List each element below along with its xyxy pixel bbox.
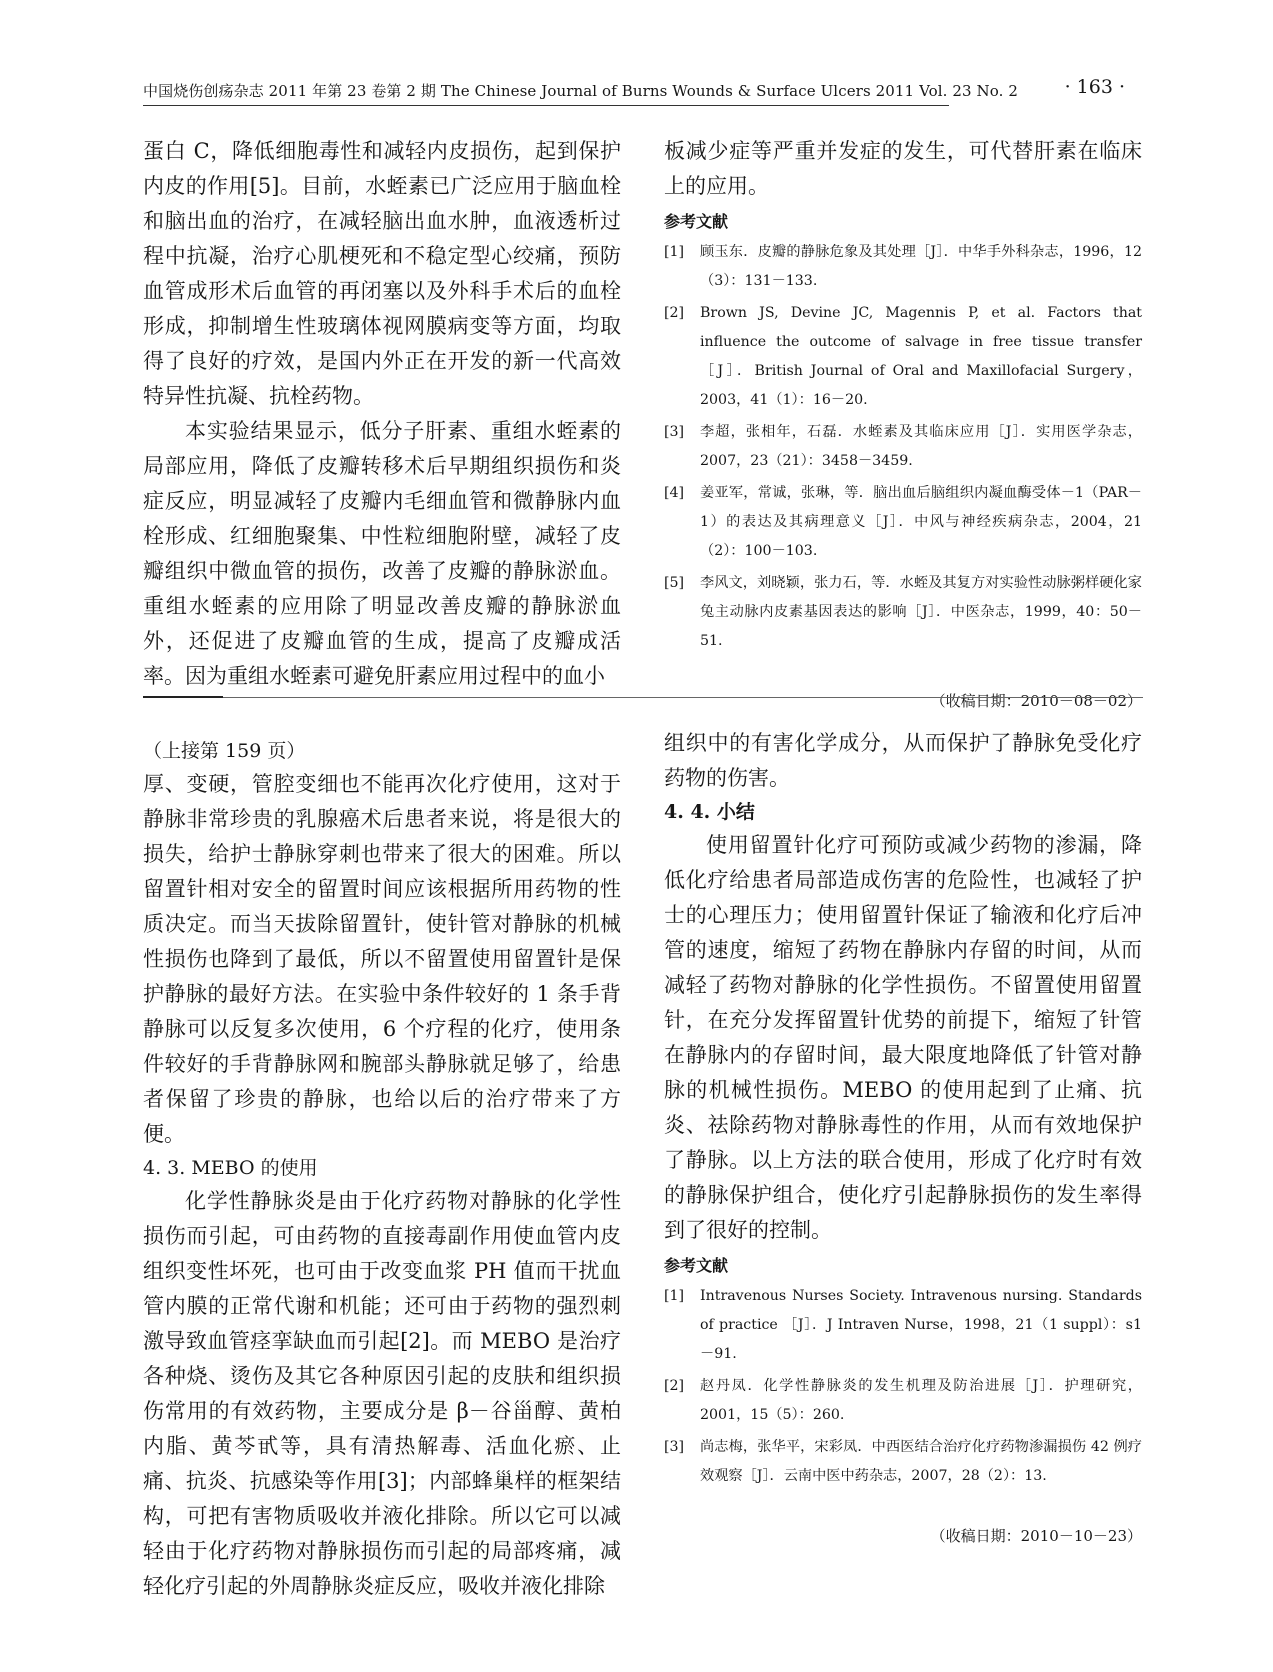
reference-text: 顾玉东．皮瓣的静脉危象及其处理［J］．中华手外科杂志，1996，12（3）：131－133. xyxy=(700,244,1142,289)
reference-item xyxy=(664,1372,1142,1430)
continued-note: （上接第 159 页） xyxy=(143,740,306,762)
divider-accent xyxy=(143,696,223,698)
reference-number: [1] xyxy=(664,1288,685,1304)
reference-number: [4] xyxy=(664,485,685,501)
reference-text: Intravenous Nurses Society. Intravenous nursing. Standards of practice ［J］．J Intraven Nurse，1998，21（1 suppl）：s1－91. xyxy=(700,1288,1142,1362)
section-heading: 4. 3. MEBO 的使用 xyxy=(143,1157,318,1179)
reference-text: 赵丹凤．化学性静脉炎的发生机理及防治进展［J］．护理研究，2001，15（5）：260. xyxy=(700,1378,1142,1423)
header-rule xyxy=(143,105,949,106)
reference-number: [1] xyxy=(664,244,685,260)
reference-item xyxy=(664,479,1142,566)
bottom-left-column xyxy=(143,735,621,1604)
reference-item xyxy=(664,238,1142,296)
received-date: （收稿日期：2010－08－02） xyxy=(930,692,1142,710)
reference-number: [3] xyxy=(664,424,685,440)
reference-item xyxy=(664,1282,1142,1369)
bottom-right-column xyxy=(664,726,1142,1546)
body-paragraph: 组织中的有害化学成分，从而保护了静脉免受化疗药物的伤害。 xyxy=(664,731,1142,790)
reference-number: [2] xyxy=(664,305,685,321)
reference-item xyxy=(664,1433,1142,1491)
references-heading: 参考文献 xyxy=(664,1256,729,1275)
reference-item xyxy=(664,418,1142,476)
body-paragraph: 使用留置针化疗可预防或减少药物的渗漏，降低化疗给患者局部造成伤害的危险性，也减轻了护士的心理压力；使用留置针保证了输液和化疗后冲管的速度，缩短了药物在静脉内存留的时间，从而减轻了药物对静脉的化学性损伤。不留置使用留置针，在充分发挥留置针优势的前提下，缩短了针管在静脉内的存留时间，最大限度地降低了针管对静脉的机械性损伤。MEBO 的使用起到了止痛、抗炎、祛除药物对静脉毒性的作用，从而有效地保护了静脉。以上方法的联合使用，形成了化疗时有效的静脉保护组合，使化疗引起静脉损伤的发生率得到了很好的控制。 xyxy=(664,833,1142,1242)
reference-text: 尚志梅，张华平，宋彩凤．中西医结合治疗化疗药物渗漏损伤 42 例疗效观察［J］．云南中医中药杂志，2007，28（2）：13. xyxy=(700,1439,1142,1484)
body-paragraph: 化学性静脉炎是由于化疗药物对静脉的化学性损伤而引起，可由药物的直接毒副作用使血管内皮组织变性坏死，也可由于改变血浆 PH 值而干扰血管内膜的正常代谢和机能；还可由于药物的强烈刺激导致血管痉挛缺血而引起[2]。而 MEBO 是治疗各种烧、烫伤及其它各种原因引起的皮肤和组织损伤常用的有效药物，主要成分是 β－谷甾醇、黄柏内脂、黄芩甙等，具有清热解毒、活血化瘀、止痛、抗炎、抗感染等作用[3]；内部蜂巢样的框架结构，可把有害物质吸收并液化排除。所以它可以减轻由于化疗药物对静脉损伤而引起的局部疼痛，减轻化疗引起的外周静脉炎症反应，吸收并液化排除 xyxy=(143,1189,621,1598)
received-date: （收稿日期：2010－10－23） xyxy=(930,1527,1142,1545)
section-heading: 4. 4. 小结 xyxy=(664,801,755,823)
page-number: · 163 · xyxy=(1064,76,1125,98)
reference-text: 姜亚军，常诚，张琳，等．脑出血后脑组织内凝血酶受体－1（PAR－1）的表达及其病理意义［J］．中风与神经疾病杂志，2004，21（2）：100－103. xyxy=(700,485,1142,559)
reference-text: Brown JS, Devine JC, Magennis P, et al. Factors that influence the outcome of salvage in free tissue transfer ［J］．British Journal of Oral and Maxillofacial Surgery，2003，41（1）：16－20. xyxy=(700,305,1142,408)
reference-text: 李风文，刘晓颖，张力石，等．水蛭及其复方对实验性动脉粥样硬化家兔主动脉内皮素基因表达的影响［J］．中医杂志，1999，40：50－51. xyxy=(700,575,1142,649)
reference-list xyxy=(664,238,1142,656)
reference-item xyxy=(664,569,1142,656)
top-right-column xyxy=(664,134,1142,711)
body-paragraph: 厚、变硬，管腔变细也不能再次化疗使用，这对于静脉非常珍贵的乳腺癌术后患者来说，将是很大的损失，给护士静脉穿刺也带来了很大的困难。所以留置针相对安全的留置时间应该根据所用药物的性质决定。而当天拔除留置针，使针管对静脉的机械性损伤也降到了最低，所以不留置使用留置针是保护静脉的最好方法。在实验中条件较好的 1 条手背静脉可以反复多次使用，6 个疗程的化疗，使用条件较好的手背静脉网和腕部头静脉就足够了，给患者保留了珍贵的静脉，也给以后的治疗带来了方便。 xyxy=(143,772,621,1146)
reference-list xyxy=(664,1282,1142,1491)
running-title: 中国烧伤创疡杂志 2011 年第 23 卷第 2 期 The Chinese Journal of Burns Wounds & Surface Ulcers 2011 Vol. 23 No. 2 xyxy=(143,82,1019,100)
reference-text: 李超，张相年，石磊．水蛭素及其临床应用［J］．实用医学杂志，2007，23（21）：3458－3459. xyxy=(700,424,1142,469)
reference-number: [5] xyxy=(664,575,685,591)
reference-number: [3] xyxy=(664,1439,685,1455)
body-paragraph: 板减少症等严重并发症的发生，可代替肝素在临床上的应用。 xyxy=(664,139,1142,198)
reference-item xyxy=(664,299,1142,415)
article-divider xyxy=(143,697,1143,698)
running-header xyxy=(143,76,1133,106)
references-heading: 参考文献 xyxy=(664,212,729,231)
top-left-column xyxy=(143,134,621,694)
body-paragraph: 本实验结果显示，低分子肝素、重组水蛭素的局部应用，降低了皮瓣转移术后早期组织损伤和炎症反应，明显减轻了皮瓣内毛细血管和微静脉内血栓形成、红细胞聚集、中性粒细胞附壁，减轻了皮瓣组织中微血管的损伤，改善了皮瓣的静脉淤血。重组水蛭素的应用除了明显改善皮瓣的静脉淤血外，还促进了皮瓣血管的生成，提高了皮瓣成活率。因为重组水蛭素可避免肝素应用过程中的血小 xyxy=(143,419,621,688)
reference-number: [2] xyxy=(664,1378,685,1394)
body-paragraph: 蛋白 C，降低细胞毒性和减轻内皮损伤，起到保护内皮的作用[5]。目前，水蛭素已广泛应用于脑血栓和脑出血的治疗，在减轻脑出血水肿，血液透析过程中抗凝，治疗心肌梗死和不稳定型心绞痛，预防血管成形术后血管的再闭塞以及外科手术后的血栓形成，抑制增生性玻璃体视网膜病变等方面，均取得了良好的疗效，是国内外正在开发的新一代高效特异性抗凝、抗栓药物。 xyxy=(143,139,621,408)
